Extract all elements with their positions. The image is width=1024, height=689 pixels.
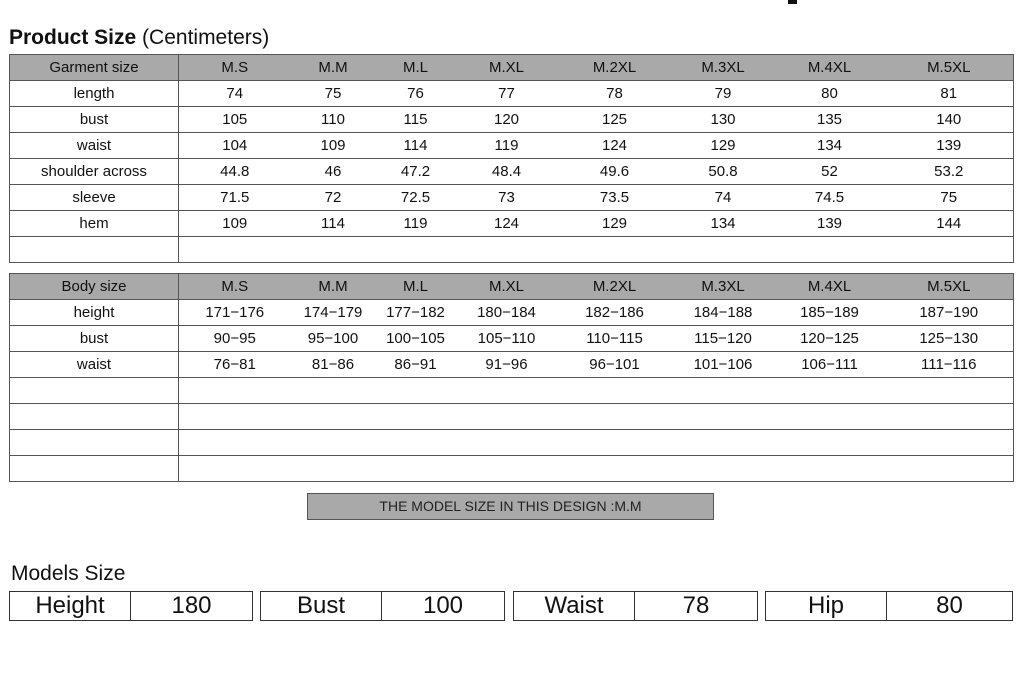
row-label: waist [10,352,179,378]
table-cell: 75 [291,81,376,107]
table-cell: 71.5 [179,185,291,211]
table-cell: 86−91 [376,352,456,378]
table-row [10,211,1014,237]
table-cell: 73.5 [558,185,672,211]
body-header-size: M.L [376,274,456,300]
table-cell: 125 [558,107,672,133]
garment-header-label: Garment size [10,55,179,81]
table-cell: 81 [885,81,1014,107]
table-cell: 171−176 [179,300,291,326]
garment-header-size: M.M [291,55,376,81]
garment-header-size: M.4XL [775,55,885,81]
empty-cell [10,430,179,456]
table-cell: 182−186 [558,300,672,326]
garment-header-size: M.L [376,55,456,81]
table-cell: 53.2 [885,159,1014,185]
body-header-size: M.5XL [885,274,1014,300]
empty-cell [179,456,1014,482]
table-cell: 115 [376,107,456,133]
model-height-value: 180 [171,592,212,619]
table-cell: 72.5 [376,185,456,211]
table-row [10,81,1014,107]
table-cell: 120−125 [775,326,885,352]
table-row [10,133,1014,159]
garment-header-size: M.5XL [885,55,1014,81]
table-cell: 184−188 [672,300,775,326]
model-hip-value: 80 [936,592,963,619]
empty-row [10,378,1014,404]
row-label: hem [10,211,179,237]
models-size-title: Models Size [11,562,126,585]
table-cell: 140 [885,107,1014,133]
table-cell: 120 [456,107,558,133]
table-row [10,107,1014,133]
body-header-size: M.M [291,274,376,300]
table-cell: 100−105 [376,326,456,352]
body-size-table [9,273,1014,482]
body-header-label: Body size [10,274,179,300]
table-cell: 52 [775,159,885,185]
page-title-unit: (Centimeters) [142,26,270,49]
table-cell: 74 [179,81,291,107]
table-cell: 90−95 [179,326,291,352]
table-cell: 139 [885,133,1014,159]
table-cell: 110−115 [558,326,672,352]
table-cell: 129 [672,133,775,159]
empty-row [10,404,1014,430]
table-row [10,159,1014,185]
table-cell: 95−100 [291,326,376,352]
empty-cell [10,237,179,263]
table-row [10,352,1014,378]
table-cell: 129 [558,211,672,237]
empty-cell [179,378,1014,404]
model-height-label: Height [10,592,131,620]
body-header-size: M.3XL [672,274,775,300]
table-cell: 105 [179,107,291,133]
garment-header-size: M.XL [456,55,558,81]
empty-cell [179,430,1014,456]
table-cell: 115−120 [672,326,775,352]
table-cell: 125−130 [885,326,1014,352]
body-header-size: M.S [179,274,291,300]
table-cell: 96−101 [558,352,672,378]
row-label: shoulder across [10,159,179,185]
table-row [10,185,1014,211]
model-waist-value: 78 [682,592,710,619]
row-label: length [10,81,179,107]
table-cell: 72 [291,185,376,211]
model-size-banner: THE MODEL SIZE IN THIS DESIGN :M.M [307,493,714,520]
row-label: height [10,300,179,326]
table-row [10,326,1014,352]
table-cell: 124 [456,211,558,237]
table-cell: 49.6 [558,159,672,185]
model-waist-group [513,591,758,621]
empty-cell [179,404,1014,430]
table-cell: 180−184 [456,300,558,326]
table-cell: 185−189 [775,300,885,326]
row-label: sleeve [10,185,179,211]
body-header-size: M.XL [456,274,558,300]
table-cell: 174−179 [291,300,376,326]
body-header-size: M.4XL [775,274,885,300]
table-cell: 101−106 [672,352,775,378]
table-cell: 144 [885,211,1014,237]
table-cell: 119 [456,133,558,159]
model-bust-value: 100 [422,592,464,619]
table-cell: 80 [775,81,885,107]
table-cell: 177−182 [376,300,456,326]
table-row [10,300,1014,326]
garment-header-size: M.3XL [672,55,775,81]
table-cell: 47.2 [376,159,456,185]
table-cell: 48.4 [456,159,558,185]
top-edge-mark [788,0,797,4]
table-cell: 187−190 [885,300,1014,326]
empty-cell [10,404,179,430]
table-cell: 135 [775,107,885,133]
page-title [9,26,269,50]
table-cell: 130 [672,107,775,133]
garment-size-table [9,54,1014,263]
empty-row [10,430,1014,456]
table-cell: 74 [672,185,775,211]
table-cell: 78 [558,81,672,107]
empty-row [10,456,1014,482]
table-cell: 110 [291,107,376,133]
page-title-main: Product Size [9,26,137,49]
body-header-row [10,274,1014,300]
table-cell: 106−111 [775,352,885,378]
empty-cell [10,378,179,404]
table-cell: 77 [456,81,558,107]
model-bust-group [260,591,505,621]
model-hip-group [765,591,1013,621]
row-label: bust [10,326,179,352]
table-cell: 124 [558,133,672,159]
garment-header-size: M.S [179,55,291,81]
row-label: bust [10,107,179,133]
empty-cell [10,456,179,482]
model-hip-label: Hip [766,592,887,620]
table-cell: 75 [885,185,1014,211]
empty-cell [179,237,1014,263]
table-cell: 109 [179,211,291,237]
table-cell: 119 [376,211,456,237]
table-cell: 91−96 [456,352,558,378]
empty-row [10,237,1014,263]
table-cell: 81−86 [291,352,376,378]
model-height-group [9,591,253,621]
table-cell: 76−81 [179,352,291,378]
table-cell: 105−110 [456,326,558,352]
table-cell: 139 [775,211,885,237]
model-bust-label: Bust [261,592,382,620]
model-waist-label: Waist [514,592,635,620]
table-cell: 104 [179,133,291,159]
table-cell: 111−116 [885,352,1014,378]
table-cell: 44.8 [179,159,291,185]
table-cell: 109 [291,133,376,159]
table-cell: 73 [456,185,558,211]
garment-header-size: M.2XL [558,55,672,81]
table-cell: 74.5 [775,185,885,211]
table-cell: 76 [376,81,456,107]
table-cell: 134 [672,211,775,237]
table-cell: 46 [291,159,376,185]
table-cell: 114 [376,133,456,159]
body-header-size: M.2XL [558,274,672,300]
table-cell: 50.8 [672,159,775,185]
table-cell: 134 [775,133,885,159]
table-cell: 79 [672,81,775,107]
table-cell: 114 [291,211,376,237]
row-label: waist [10,133,179,159]
garment-header-row [10,55,1014,81]
